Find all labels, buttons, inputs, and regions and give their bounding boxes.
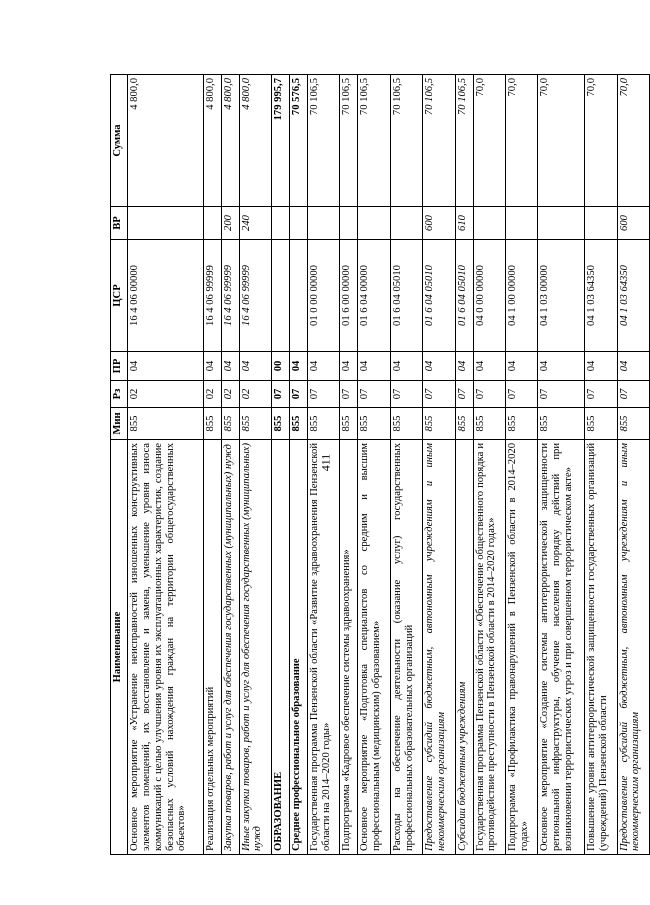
cell-rz: 02 (203, 381, 221, 408)
cell-vr (340, 207, 358, 240)
table-header-row (111, 75, 128, 855)
cell-csr: 16 4 06 99999 (221, 240, 239, 352)
cell-sum: 4 800,0 (239, 75, 271, 207)
cell-pr: 04 (390, 352, 422, 381)
cell-min: 855 (358, 408, 390, 440)
cell-rz: 07 (617, 381, 649, 408)
cell-rz: 07 (307, 381, 339, 408)
cell-name: Субсидии бюджетным учреждениям (455, 440, 473, 855)
cell-rz: 07 (289, 381, 307, 408)
cell-sum: 70 106,5 (358, 75, 390, 207)
cell-csr: 01 6 04 05010 (423, 240, 455, 352)
cell-csr: 16 4 06 99999 (203, 240, 221, 352)
cell-name: Предоставление субсидий бюджетным, автономным учреждениям и иным некоммерческим организациям (617, 440, 649, 855)
cell-name: Основное мероприятие «Устранение неисправностей изношенных конструктивных элементов помещений, их восстановление и замена, уменьшение уровня износа коммуникаций с целью улучшения уровня их эксплуатационных характеристик, создание безопасных условий нахождения граждан на территории общегосударственных объектов» (128, 440, 204, 855)
cell-vr (128, 207, 204, 240)
cell-name: Государственная программа Пензенской области «Обеспечение общественного порядка и противодействие преступности в Пензенской области в 2014–2020 годах» (473, 440, 505, 855)
cell-csr: 04 1 03 00000 (538, 240, 585, 352)
cell-pr: 00 (271, 352, 289, 381)
cell-pr: 04 (455, 352, 473, 381)
cell-sum: 70,0 (538, 75, 585, 207)
cell-sum: 70 106,5 (390, 75, 422, 207)
cell-sum: 70,0 (617, 75, 649, 207)
cell-min: 855 (340, 408, 358, 440)
cell-vr: 600 (617, 207, 649, 240)
cell-rz: 07 (585, 381, 617, 408)
cell-rz: 07 (423, 381, 455, 408)
cell-name: Закупка товаров, работ и услуг для обеспечения государственных (муниципальных) нужд (221, 440, 239, 855)
cell-name: Подпрограмма «Профилактика правонарушений в Пензенской области в 2014–2020 годах» (505, 440, 537, 855)
cell-pr: 04 (340, 352, 358, 381)
table-row (221, 75, 239, 855)
table-row (203, 75, 221, 855)
header-min: Мин (111, 408, 128, 440)
cell-csr: 04 1 03 64350 (617, 240, 649, 352)
cell-sum: 70 106,5 (340, 75, 358, 207)
cell-sum: 70,0 (505, 75, 537, 207)
cell-pr: 04 (307, 352, 339, 381)
cell-rz: 02 (221, 381, 239, 408)
cell-name: Государственная программа Пензенской области «Развитие здравоохранения Пензенской области на 2014–2020 годы» (307, 440, 339, 855)
cell-min: 855 (221, 408, 239, 440)
cell-min: 855 (128, 408, 204, 440)
cell-min: 855 (473, 408, 505, 440)
cell-pr: 04 (128, 352, 204, 381)
cell-vr (271, 207, 289, 240)
table-row (390, 75, 422, 855)
header-rz: Рз (111, 381, 128, 408)
cell-pr: 04 (221, 352, 239, 381)
cell-csr: 04 0 00 00000 (473, 240, 505, 352)
cell-vr: 200 (221, 207, 239, 240)
cell-csr: 01 0 00 00000 (307, 240, 339, 352)
cell-csr: 01 6 04 05010 (455, 240, 473, 352)
cell-sum: 70 576,5 (289, 75, 307, 207)
budget-table (110, 74, 650, 855)
cell-min: 855 (455, 408, 473, 440)
table-row (423, 75, 455, 855)
cell-rz: 07 (340, 381, 358, 408)
cell-min: 855 (203, 408, 221, 440)
cell-min: 855 (617, 408, 649, 440)
cell-min: 855 (585, 408, 617, 440)
table-row (239, 75, 271, 855)
table-row (289, 75, 307, 855)
cell-name: Предоставление субсидий бюджетным, автономным учреждениям и иным некоммерческим организациям (423, 440, 455, 855)
header-pr: ПР (111, 352, 128, 381)
cell-rz: 07 (271, 381, 289, 408)
table-row (585, 75, 617, 855)
cell-sum: 179 995,7 (271, 75, 289, 207)
cell-csr (271, 240, 289, 352)
cell-sum: 70 106,5 (307, 75, 339, 207)
cell-name: ОБРАЗОВАНИЕ (271, 440, 289, 855)
cell-pr: 04 (289, 352, 307, 381)
table-body (128, 75, 650, 855)
cell-csr: 01 6 04 00000 (358, 240, 390, 352)
header-vr: ВР (111, 207, 128, 240)
table-row (538, 75, 585, 855)
cell-rz: 07 (505, 381, 537, 408)
cell-pr: 04 (358, 352, 390, 381)
cell-name: Основное мероприятие «Создание системы антитеррористической защищенности региональной инфраструктуры, обучение населения порядку действий при возникновении террористических угроз и при совершенном террористическом акте» (538, 440, 585, 855)
table-row (617, 75, 649, 855)
cell-rz: 07 (390, 381, 422, 408)
cell-sum: 4 800,0 (128, 75, 204, 207)
cell-min: 855 (239, 408, 271, 440)
cell-min: 855 (307, 408, 339, 440)
cell-vr (505, 207, 537, 240)
cell-rz: 07 (358, 381, 390, 408)
cell-vr: 610 (455, 207, 473, 240)
cell-sum: 4 800,0 (203, 75, 221, 207)
cell-vr (585, 207, 617, 240)
cell-vr (203, 207, 221, 240)
rotated-table-container (110, 75, 650, 855)
cell-name: Расходы на обеспечение деятельности (оказание услуг) государственных профессиональных образовательных организаций (390, 440, 422, 855)
table-row (128, 75, 204, 855)
cell-rz: 07 (455, 381, 473, 408)
cell-vr: 600 (423, 207, 455, 240)
table-row (505, 75, 537, 855)
cell-min: 855 (390, 408, 422, 440)
cell-vr (307, 207, 339, 240)
cell-pr: 04 (505, 352, 537, 381)
cell-pr: 04 (585, 352, 617, 381)
cell-min: 855 (423, 408, 455, 440)
cell-rz: 07 (538, 381, 585, 408)
cell-name: Среднее профессиональное образование (289, 440, 307, 855)
cell-csr: 16 4 06 00000 (128, 240, 204, 352)
cell-name: Повышение уровня антитеррористической защищенности государственных организаций (учреждений) Пензенской области (585, 440, 617, 855)
cell-sum: 70 106,5 (423, 75, 455, 207)
cell-name: Основное мероприятие «Подготовка специалистов со средним и высшим профессиональным (медицинским) образованием» (358, 440, 390, 855)
cell-csr: 01 6 00 00000 (340, 240, 358, 352)
table-row (340, 75, 358, 855)
table-row (307, 75, 339, 855)
cell-sum: 70,0 (473, 75, 505, 207)
cell-sum: 4 800,0 (221, 75, 239, 207)
cell-min: 855 (538, 408, 585, 440)
cell-pr: 04 (203, 352, 221, 381)
cell-pr: 04 (617, 352, 649, 381)
cell-csr: 04 1 00 00000 (505, 240, 537, 352)
cell-vr (473, 207, 505, 240)
cell-csr: 01 6 04 05010 (390, 240, 422, 352)
cell-csr (289, 240, 307, 352)
header-csr: ЦСР (111, 240, 128, 352)
header-sum: Сумма (111, 75, 128, 207)
cell-name: Иные закупки товаров, работ и услуг для обеспечения государственных (муниципальных) нужд (239, 440, 271, 855)
table-row (358, 75, 390, 855)
cell-vr (538, 207, 585, 240)
cell-name: Подпрограмма «Кадровое обеспечение системы здравоохранения» (340, 440, 358, 855)
page-number: 411 (318, 453, 333, 472)
cell-min: 855 (271, 408, 289, 440)
cell-csr: 04 1 03 64350 (585, 240, 617, 352)
cell-pr: 04 (239, 352, 271, 381)
cell-vr (358, 207, 390, 240)
cell-csr: 16 4 06 99999 (239, 240, 271, 352)
cell-rz: 07 (473, 381, 505, 408)
cell-min: 855 (505, 408, 537, 440)
table-row (271, 75, 289, 855)
cell-sum: 70,0 (585, 75, 617, 207)
cell-rz: 02 (239, 381, 271, 408)
cell-pr: 04 (473, 352, 505, 381)
cell-vr (390, 207, 422, 240)
header-name: Наименование (111, 440, 128, 855)
cell-vr (289, 207, 307, 240)
cell-vr: 240 (239, 207, 271, 240)
cell-sum: 70 106,5 (455, 75, 473, 207)
cell-rz: 02 (128, 381, 204, 408)
table-row (455, 75, 473, 855)
cell-min: 855 (289, 408, 307, 440)
table-row (473, 75, 505, 855)
cell-pr: 04 (423, 352, 455, 381)
cell-pr: 04 (538, 352, 585, 381)
cell-name: Реализация отдельных мероприятий (203, 440, 221, 855)
